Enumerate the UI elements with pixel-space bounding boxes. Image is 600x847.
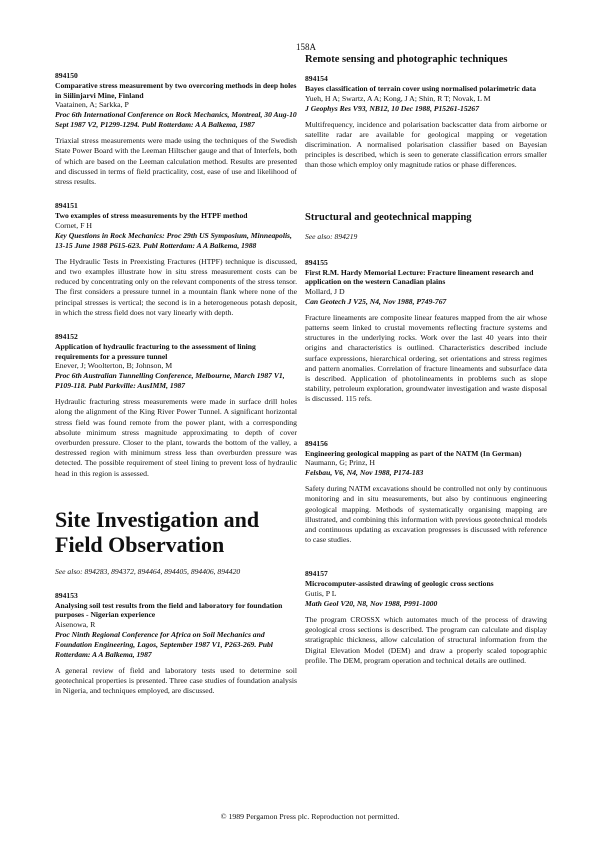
right-column xyxy=(305,53,547,666)
entry-abstract: Triaxial stress measurements were made using the techniques of the Swedish State Power Board with the Leeman Hiltscher gauge and that of Interfels, both of which are based on the Leeman calculation method. Results are presented and discussed in terms of field practicality, cost, ease of use and likelihood of stress results. xyxy=(55,136,297,186)
entry-source: Proc 6th International Conference on Rock Mechanics, Montreal, 30 Aug-10 Sept 1987 V2, P1299-1294. Publ Rotterdam: A A Balkema, 1987 xyxy=(55,110,297,130)
entry-894152 xyxy=(55,332,297,479)
section-heading-structural: Structural and geotechnical mapping xyxy=(305,211,472,223)
entry-abstract: Safety during NATM excavations should be controlled not only by continuous monitoring and in situ measurements, but also by continuous engineering geological mapping. Methods of systematically organising mapping are illustrated, and combining this information with previous geotechnical models and continuous updating as excavation progresses is discussed with reference to case studies. xyxy=(305,484,547,545)
entry-id: 894155 xyxy=(305,257,328,267)
entry-authors: Yueh, H A; Swartz, A A; Kong, J A; Shin, R T; Novak, L M xyxy=(305,93,491,103)
entry-source: Felsbau, V6, N4, Nov 1988, P174-183 xyxy=(305,468,424,478)
entry-authors: Enever, J; Woolterton, B; Johnson, M xyxy=(55,361,173,371)
entry-894150 xyxy=(55,71,297,187)
entry-894151 xyxy=(55,201,297,318)
entry-source: Key Questions in Rock Mechanics: Proc 29th US Symposium, Minneapolis, 13-15 June 1988 P615-623. Publ Rotterdam: A A Balkema, 1988 xyxy=(55,230,292,250)
entry-title: Analysing soil test results from the field and laboratory for foundation purposes - Nigerian experience xyxy=(55,600,283,620)
entry-id: 894152 xyxy=(55,332,78,342)
entry-id: 894156 xyxy=(305,438,328,448)
entry-abstract: Fracture lineaments are composite linear features mapped from the air whose patterns seem linked to crustal movements reflecting fracture systems and structures in the underlying rocks. Work over the last 40 years into their origins and characteristics is outlined. Characteristics described include surface expressions, hierarchical ordering, set orientations and stress regimes and pattern anomalies. Correlation of fracture lineaments and subsurface data is described. Application of photolineaments in problems such as slope stability, petroleum exploration, groundwater investigation and waste disposal is discussed. 115 refs. xyxy=(305,312,547,404)
entry-authors: Cornet, F H xyxy=(55,220,93,230)
entry-abstract: A general review of field and laboratory tests used to determine soil geotechnical properties is presented. Three case studies of foundation analysis in Nigeria, and techniques employed, are discussed. xyxy=(55,666,297,696)
entry-abstract: The program CROSSX which automates much of the process of drawing geological cross sections is described. The program can calculate and display stratigraphic thickness, allow calculation of structural information from the Digital Elevation Model (DEM) and draw a properly scaled topographic profile. The DEM, program operation and technical details are outlined. xyxy=(305,615,547,665)
entry-abstract: Hydraulic fracturing stress measurements were made in surface drill holes along the alignment of the King River Power Tunnel. A significant horizontal stress field was found remote from the power plant, with a corresponding absolute minimum stress magnitude approximating to depth of cover overburden pressure. Closer to the plant, towards the bottom of the valley, a destressed region with minimum stress less than overburden pressure was detected. The possible requirement of steel lining to prevent loss of hydraulic head in this region is assessed. xyxy=(55,397,297,478)
left-column xyxy=(55,63,297,697)
entry-source: J Geophys Res V93, NB12, 10 Dec 1988, P15261-15267 xyxy=(305,103,480,113)
entry-authors: Naumann, G; Prinz, H xyxy=(305,458,375,468)
entry-source: Proc 6th Australian Tunnelling Conference, Melbourne, March 1987 V1, P109-118. Publ Parkville: AusIMM, 1987 xyxy=(55,371,285,391)
entry-authors: Vaatainen, A; Sarkka, P xyxy=(55,100,129,110)
section-heading: Site Investigation and Field Observation xyxy=(55,506,260,557)
entry-title: Microcomputer-assisted drawing of geologic cross sections xyxy=(305,579,494,589)
entry-source: Math Geol V20, N8, Nov 1988, P991-1000 xyxy=(305,599,438,609)
page-number: 158A xyxy=(296,42,316,52)
entry-abstract: Multifrequency, incidence and polarisation backscatter data from airborne or satellite radar are available for geological mapping or vegetation discrimination. A normalised polarisation classifier based on Bayesian principles is described, which is seen to generate classification errors smaller than those which employ only magnitude ratios or phase differences. xyxy=(305,119,547,170)
entry-authors: Gutis, P L xyxy=(305,589,337,599)
see-also: See also: 894219 xyxy=(305,231,358,241)
see-also: See also: 894283, 894372, 894464, 894405, 894406, 894420 xyxy=(55,566,241,576)
entry-894153 xyxy=(55,591,297,697)
entry-id: 894154 xyxy=(305,74,328,83)
entry-abstract: The Hydraulic Tests in Preexisting Fractures (HTPF) technique is discussed, and two examples illustrate how in situ stress measurement costs can be reduced by concentrating only on the relevant components of the stress tensor. The first considers a pressure tunnel in a mountain flank where none of the principal stresses is vertical; the second is in a heterogeneous potash deposit, in which the stress field does not vary linearly with depth. xyxy=(55,256,297,317)
entry-authors: Mollard, J D xyxy=(305,286,345,296)
entry-id: 894151 xyxy=(55,201,78,211)
entry-894154 xyxy=(305,74,547,171)
entry-id: 894153 xyxy=(55,590,78,600)
entry-title: Comparative stress measurement by two overcoring methods in deep holes in Siilinjarvi Mine, Finland xyxy=(55,81,297,100)
entry-894157 xyxy=(305,569,547,666)
copyright-footer: © 1989 Pergamon Press plc. Reproduction not permitted. xyxy=(220,812,400,821)
entry-title: Application of hydraulic fracturing to the assessment of lining requirements for a pressure tunnel xyxy=(55,342,256,361)
entry-title: First R.M. Hardy Memorial Lecture: Fracture lineament research and application on the western Canadian plains xyxy=(305,267,534,287)
entry-authors: Aisenowa, R xyxy=(55,620,96,630)
section-heading-remote-sensing: Remote sensing and photographic techniques xyxy=(305,54,508,65)
entry-title: Engineering geological mapping as part of the NATM (In German) xyxy=(305,448,522,458)
entry-source: Can Geotech J V25, N4, Nov 1988, P749-767 xyxy=(305,296,447,306)
entry-894156 xyxy=(305,439,547,546)
entry-id: 894150 xyxy=(55,71,78,80)
entry-title: Bayes classification of terrain cover using normalised polarimetric data xyxy=(305,84,537,93)
entry-source: Proc Ninth Regional Conference for Africa on Soil Mechanics and Foundation Engineering, Lagos, September 1987 V1, P263-269. Publ Rotterdam: A A Balkema, 1987 xyxy=(55,630,273,660)
entry-894155 xyxy=(305,258,547,405)
entry-id: 894157 xyxy=(305,569,328,579)
entry-title: Two examples of stress measurements by the HTPF method xyxy=(55,211,248,221)
